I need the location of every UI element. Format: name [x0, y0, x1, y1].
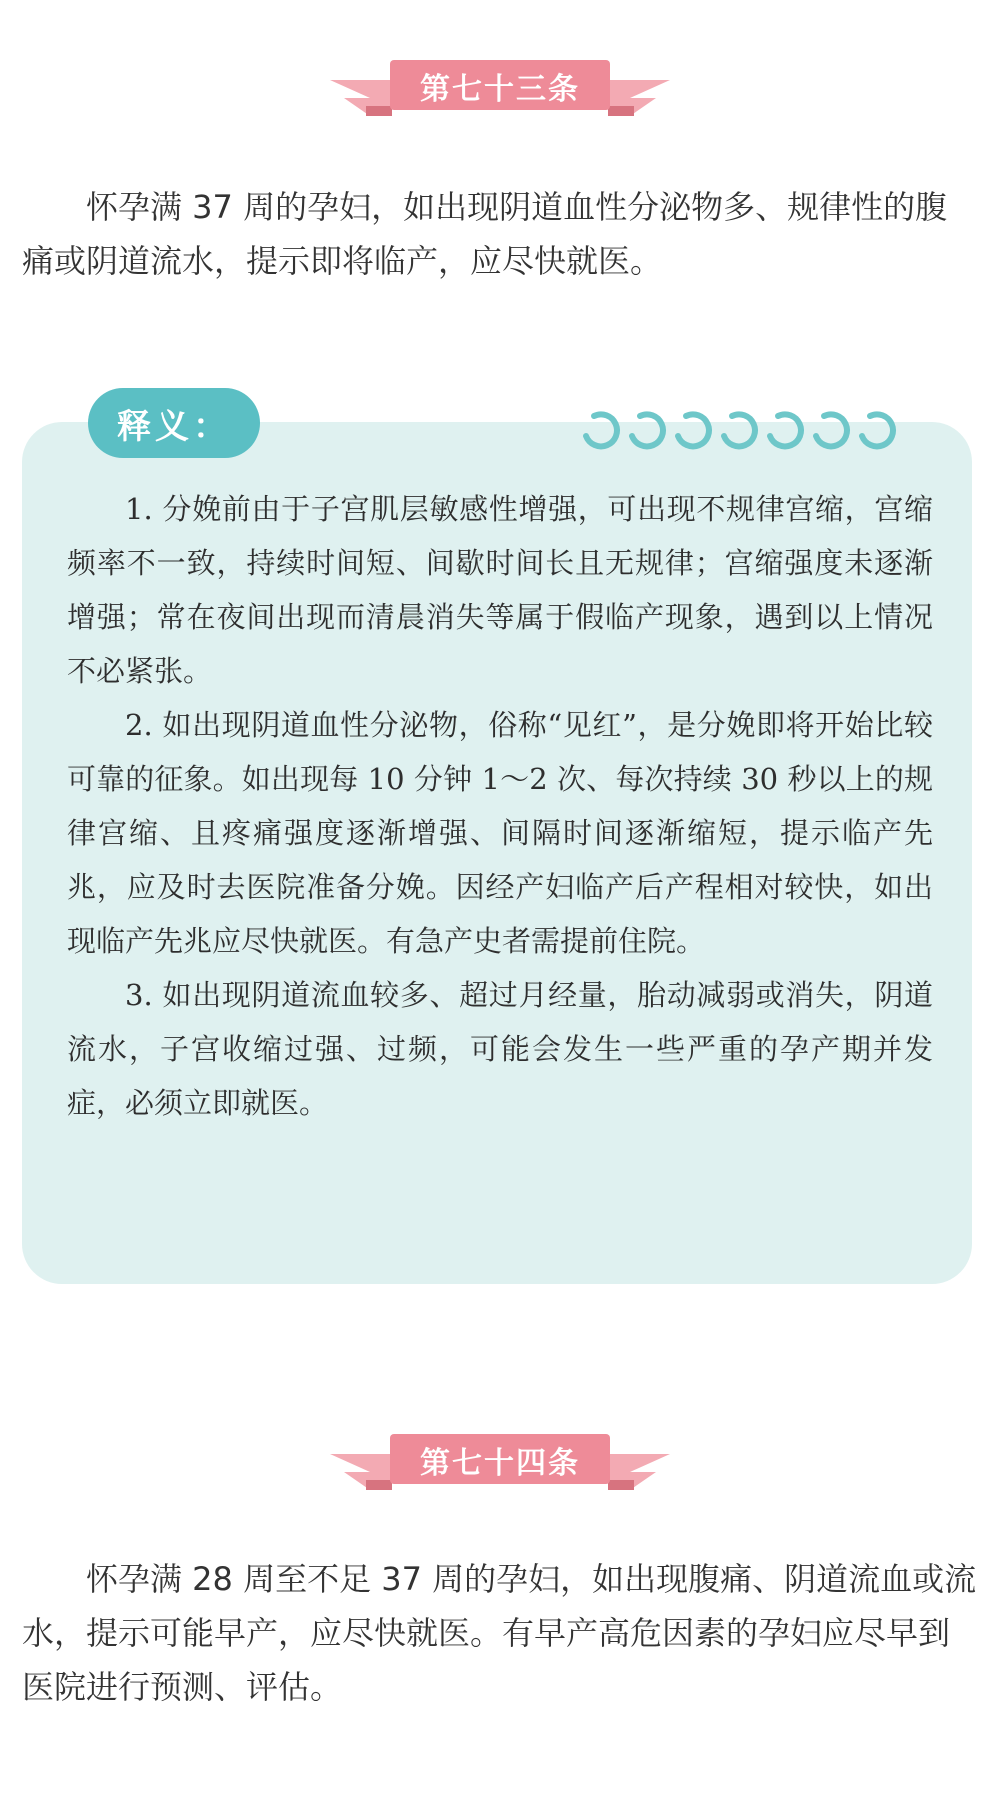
explanation-tab: 释义：	[88, 388, 260, 458]
article-74-heading: 第七十四条	[420, 1446, 580, 1481]
article-73-heading: 第七十三条	[420, 72, 580, 107]
explanation-paragraph-3: 3. 如出现阴道流血较多、超过月经量，胎动减弱或消失，阴道流水，子宫收缩过强、过频，可能会发生一些严重的孕产期并发症，必须立即就医。	[67, 978, 933, 1120]
explanation-paragraph-2: 2. 如出现阴道血性分泌物，俗称“见红”，是分娩即将开始比较可靠的征象。如出现每 10 分钟 1～2 次、每次持续 30 秒以上的规律宫缩、且疼痛强度逐渐增强、间隔时间逐渐缩短，提示临产先兆，应及时去医院准备分娩。因经产妇临产后产程相对较快，如出现临产先兆应尽快就医。有急产史者需提前住院。	[67, 708, 933, 958]
explanation-paragraph-1: 1. 分娩前由于子宫肌层敏感性增强，可出现不规律宫缩，宫缩频率不一致，持续时间短、间歇时间长且无规律；宫缩强度未逐渐增强；常在夜间出现而清晨消失等属于假临产现象，遇到以上情况不必紧张。	[67, 492, 933, 688]
explanation-card	[22, 422, 972, 1284]
article-73-text: 怀孕满 37 周的孕妇，如出现阴道血性分泌物多、规律性的腹痛或阴道流水，提示即将临产，应尽快就医。	[22, 188, 948, 280]
decorative-rings-icon	[580, 404, 910, 452]
article-74-banner	[330, 1428, 670, 1498]
explanation-body	[67, 482, 933, 1130]
article-74-text: 怀孕满 28 周至不足 37 周的孕妇，如出现腹痛、阴道流血或流水，提示可能早产，应尽快就医。有早产高危因素的孕妇应尽早到医院进行预测、评估。	[22, 1560, 977, 1706]
article-73-banner	[330, 54, 670, 124]
